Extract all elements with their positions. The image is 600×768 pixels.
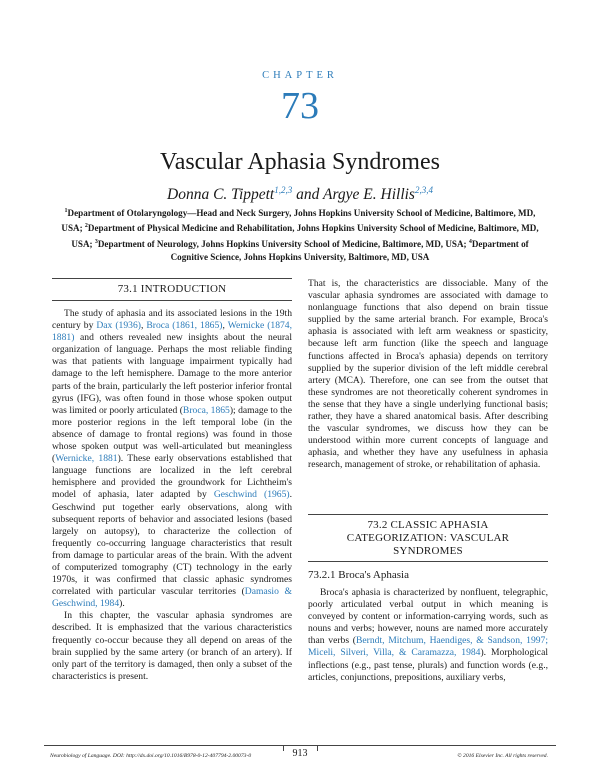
citation-link[interactable]: Geschwind (1965) xyxy=(213,489,290,501)
citation-link[interactable]: Broca, 1865 xyxy=(182,404,230,416)
authors-and: and xyxy=(296,186,320,204)
left-column xyxy=(52,308,292,683)
affil-num-1: 1 xyxy=(64,208,68,214)
section-rule-bottom xyxy=(52,300,292,301)
section-rule-top-2 xyxy=(308,514,548,515)
affil-num-2: 2 xyxy=(84,223,88,230)
chapter-number: 73 xyxy=(281,85,319,127)
section-title-line: 73.2 CLASSIC APHASIA xyxy=(367,519,489,531)
subsection-title-broca: 73.2.1 Broca's Aphasia xyxy=(308,569,409,581)
affil-num-3: 3 xyxy=(94,238,98,245)
section-rule-top xyxy=(52,278,292,279)
citation-link[interactable]: Broca (1861, 1865) xyxy=(146,320,223,332)
paragraph-right-1: That is, the characteristics are dissociable. Many of the vascular aphasia syndromes are associated with damage to nonlanguage functions that also depend on brain tissue supplied by the same arterial branch. For example, Broca's aphasia is associated with left arm weakness or spasticity, because left arm function (like the speech and language functions affected in Broca's aphasia) depends on territory supplied by the superior division of the left middle cerebral artery (MCA). Therefore, one can see from the outset that these syndromes are not theoretically coherent syndromes in the sense that they have a single underlying functional basis; rather, they have a shared anatomical basis. After describing the vascular syndromes, we discuss how they can be understood within more current concepts of language and aphasia, and whether they have any usefulness in aphasia research, management of stroke, or rehabilitation of aphasia. xyxy=(308,278,548,471)
section-title-classic xyxy=(308,519,548,558)
doi-link[interactable]: http://dx.doi.org/10.1016/B978-0-12-407794-2.00073-0 xyxy=(126,753,252,759)
page-number: 913 xyxy=(292,748,308,759)
paragraph-intro-2: In this chapter, the vascular aphasia syndromes are described. It is emphasized that the various characteristics frequently co-occur because they all depend on areas of the brain supplied by the same artery (or branch of an artery). If only part of the territory is damaged, then only a subset of the characteristics is present. xyxy=(52,610,292,682)
affiliation-4: Department of Cognitive Science, Johns Hopkins University, Baltimore, MD, USA xyxy=(170,238,529,263)
affiliation-1: Department of Otolaryngology—Head and Neck Surgery, Johns Hopkins University School of Medicine, Baltimore, MD, USA; xyxy=(61,208,536,234)
doi-label: DOI: xyxy=(111,753,127,759)
author-1-affil: 1,2,3 xyxy=(274,185,293,195)
author-2: Argye E. Hillis xyxy=(322,186,415,204)
affiliation-3: Department of Neurology, Johns Hopkins University School of Medicine, Baltimore, MD, USA; xyxy=(97,238,467,249)
citation-link[interactable]: Wernicke, 1881 xyxy=(55,453,118,465)
paragraph-broca: Broca's aphasia is characterized by nonfluent, telegraphic, poorly articulated verbal output in which meaning is conveyed by content or information-carrying words, such as nouns and verbs; however, nouns are named more accurately than verbs (Berndt, Mitchum, Haendiges, & Sandson, 1997; Miceli, Silveri, Villa, & Caramazza, 1984). Morphological inflections (e.g., past tense, plurals) and function words (e.g., articles, conjunctions, prepositions, auxiliary verbs, xyxy=(308,587,548,683)
citation-link[interactable]: Damasio & Geschwind, 1984 xyxy=(52,586,292,610)
citation-link[interactable]: Berndt, Mitchum, Haendiges, & Sandson, 1997; Miceli, Silveri, Villa, & Caramazza, 1984 xyxy=(308,635,548,659)
book-title: Neurobiology of Language. xyxy=(50,753,112,759)
author-1: Donna C. Tippett xyxy=(167,186,275,204)
section-title-intro: 73.1 INTRODUCTION xyxy=(117,283,227,295)
footer-rule xyxy=(44,745,556,746)
authors xyxy=(0,180,600,205)
affiliations xyxy=(58,205,542,265)
citation-link[interactable]: Wernicke (1874, 1881) xyxy=(52,320,292,344)
affil-num-4: 4 xyxy=(468,238,472,245)
section-title-line: SYNDROMES xyxy=(393,545,463,557)
citation-link[interactable]: Dax (1936) xyxy=(96,320,141,332)
section-rule-bottom-2 xyxy=(308,561,548,562)
paragraph-intro-1: The study of aphasia and its associated lesions in the 19th century by Dax (1936), Broca (1861, 1865), Wernicke (1874, 1881) and others revealed new insights about the neural organization of language. Perhaps the most reliable finding was that patients with language impairment typically had damage to the left hemisphere. Damage to the more anterior parts of the brain, particularly the left posterior inferior frontal gyrus (IFG), was often found in those whose spoken output was limited or poorly articulated (Broca, 1865); damage to the more posterior regions in the left temporal lobe (in the absence of damage to frontal regions) was found in those whose spoken output was well-articulated but meaningless (Wernicke, 1881). These early observations established that language functions are localized in the left cerebral hemisphere and provided the groundwork for Lichtheim's model of aphasia, later adapted by Geschwind (1965). Geschwind put together early observations, along with subsequent reports of behavior and associated lesions (based largely on autopsy), to characterize the collection of frequently co-occurring language characteristics that result from damage to particular areas of the brain. With the advent of computerized tomography (CT) technology in the early 1970s, it was confirmed that classic aphasic syndromes correlated with particular vascular territories (Damasio & Geschwind, 1984). xyxy=(52,308,292,610)
chapter-label: CHAPTER xyxy=(262,70,338,81)
author-2-affil: 2,3,4 xyxy=(414,185,433,195)
section-title-line: CATEGORIZATION: VASCULAR xyxy=(346,532,510,544)
right-column-top xyxy=(308,278,548,472)
copyright: © 2016 Elsevier Inc. All rights reserved. xyxy=(457,753,548,759)
right-column-bottom xyxy=(308,587,548,684)
affiliation-2: Department of Physical Medicine and Rehabilitation, Johns Hopkins University School of Medicine, Baltimore, MD, USA; xyxy=(71,223,539,249)
chapter-title: Vascular Aphasia Syndromes xyxy=(160,149,440,175)
